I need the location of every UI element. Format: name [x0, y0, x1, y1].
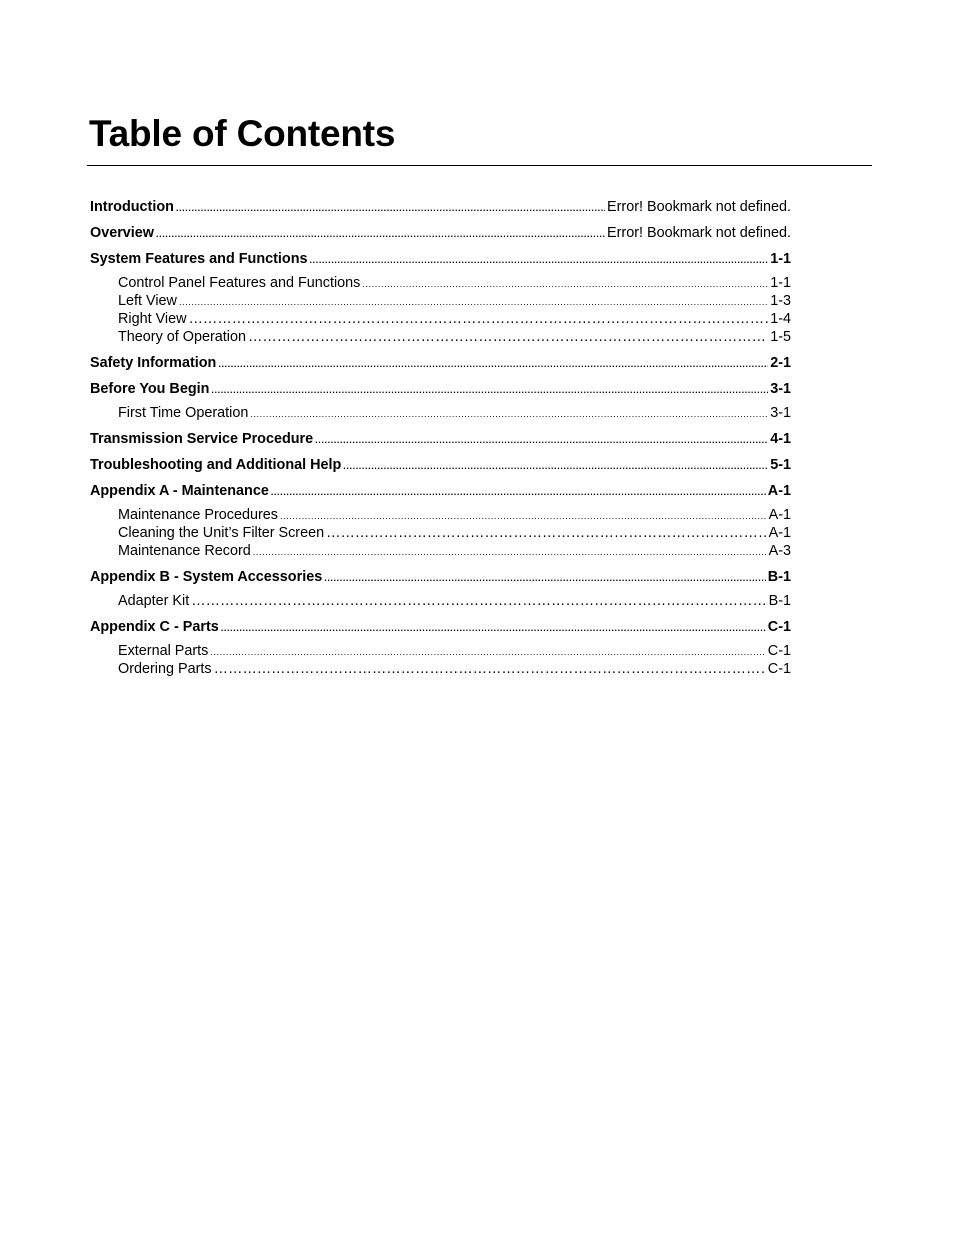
toc-entry-label: Right View — [118, 311, 187, 327]
toc-entry-label: Maintenance Procedures — [118, 507, 278, 523]
dot-leader — [250, 405, 768, 423]
dot-leader — [210, 643, 765, 661]
toc-entry-page: 1-1 — [770, 275, 791, 291]
dot-leader — [218, 355, 768, 373]
toc-entry-page: 5-1 — [770, 457, 791, 473]
dot-leader — [280, 507, 767, 525]
toc-entry-troubleshooting-and-additional-help[interactable] — [90, 456, 791, 474]
dot-leader — [214, 660, 766, 679]
dot-leader — [221, 619, 766, 637]
toc-entry-label: Theory of Operation — [118, 329, 246, 345]
toc-entry-page: C-1 — [767, 619, 791, 635]
toc-entry-appendix-a-maintenance[interactable] — [90, 482, 791, 500]
dot-leader — [362, 275, 768, 293]
toc-entry-label: Appendix C - Parts — [90, 619, 219, 635]
dot-leader — [343, 457, 768, 475]
toc-entry-label: Before You Begin — [90, 381, 210, 397]
toc-entry-page: C-1 — [767, 643, 791, 659]
toc-entry-introduction[interactable] — [90, 198, 791, 216]
toc-entry-label: Appendix A - Maintenance — [90, 483, 269, 499]
toc-entry-theory-of-operation[interactable] — [90, 328, 791, 346]
dot-leader — [271, 483, 766, 501]
table-of-contents — [90, 196, 791, 678]
toc-entry-label: Appendix B - System Accessories — [90, 569, 323, 585]
toc-entry-page: B-1 — [767, 569, 791, 585]
page-title: Table of Contents — [89, 113, 396, 154]
toc-entry-ordering-parts[interactable] — [90, 660, 791, 678]
dot-leader — [179, 293, 768, 311]
toc-entry-adapter-kit[interactable] — [90, 592, 791, 610]
toc-entry-label: System Features and Functions — [90, 251, 308, 267]
dot-leader — [248, 328, 768, 347]
dot-leader — [310, 251, 769, 269]
toc-entry-page: 1-5 — [770, 329, 791, 345]
dot-leader — [324, 569, 766, 587]
toc-entry-page: 4-1 — [770, 431, 791, 447]
dot-leader — [211, 381, 768, 399]
dot-leader — [176, 199, 605, 217]
toc-entry-page: 1-4 — [770, 311, 791, 327]
dot-leader — [253, 543, 767, 561]
toc-entry-appendix-c-parts[interactable] — [90, 618, 791, 636]
toc-entry-page: B-1 — [768, 593, 791, 609]
toc-entry-label: Maintenance Record — [118, 543, 251, 559]
toc-entry-cleaning-the-units-filter-screen[interactable] — [90, 524, 791, 542]
toc-entry-label: Left View — [118, 293, 177, 309]
toc-entry-maintenance-record[interactable] — [90, 542, 791, 560]
toc-entry-label: Introduction — [90, 199, 174, 215]
toc-entry-label: Cleaning the Unit’s Filter Screen — [118, 525, 325, 541]
toc-entry-control-panel-features-and-functions[interactable] — [90, 274, 791, 292]
toc-entry-overview[interactable] — [90, 224, 791, 242]
toc-entry-page: 3-1 — [770, 381, 791, 397]
toc-entry-page: Error! Bookmark not defined. — [607, 199, 791, 215]
toc-entry-label: Overview — [90, 225, 154, 241]
toc-entry-left-view[interactable] — [90, 292, 791, 310]
toc-entry-page: A-1 — [767, 483, 791, 499]
dot-leader — [326, 524, 766, 543]
dot-leader — [156, 225, 605, 243]
toc-entry-label: Adapter Kit — [118, 593, 190, 609]
toc-entry-first-time-operation[interactable] — [90, 404, 791, 422]
toc-entry-appendix-b-system-accessories[interactable] — [90, 568, 791, 586]
toc-entry-page: 3-1 — [770, 405, 791, 421]
toc-entry-label: First Time Operation — [118, 405, 249, 421]
toc-entry-transmission-service-procedure[interactable] — [90, 430, 791, 448]
toc-entry-before-you-begin[interactable] — [90, 380, 791, 398]
toc-entry-page: 1-1 — [770, 251, 791, 267]
toc-entry-page: A-3 — [768, 543, 791, 559]
toc-entry-page: C-1 — [767, 661, 791, 677]
dot-leader — [315, 431, 768, 449]
toc-entry-right-view[interactable] — [90, 310, 791, 328]
toc-entry-label: Ordering Parts — [118, 661, 212, 677]
toc-entry-page: A-1 — [768, 525, 791, 541]
toc-entry-label: Troubleshooting and Additional Help — [90, 457, 342, 473]
toc-entry-label: Transmission Service Procedure — [90, 431, 314, 447]
dot-leader — [189, 310, 769, 329]
toc-entry-safety-information[interactable] — [90, 354, 791, 372]
toc-entry-maintenance-procedures[interactable] — [90, 506, 791, 524]
toc-entry-label: Safety Information — [90, 355, 217, 371]
toc-entry-page: Error! Bookmark not defined. — [607, 225, 791, 241]
toc-entry-page: 1-3 — [770, 293, 791, 309]
toc-entry-system-features-and-functions[interactable] — [90, 250, 791, 268]
toc-entry-label: Control Panel Features and Functions — [118, 275, 361, 291]
title-divider — [87, 165, 872, 166]
toc-entry-page: A-1 — [768, 507, 791, 523]
toc-entry-label: External Parts — [118, 643, 209, 659]
toc-entry-external-parts[interactable] — [90, 642, 791, 660]
dot-leader — [191, 592, 766, 611]
toc-entry-page: 2-1 — [770, 355, 791, 371]
